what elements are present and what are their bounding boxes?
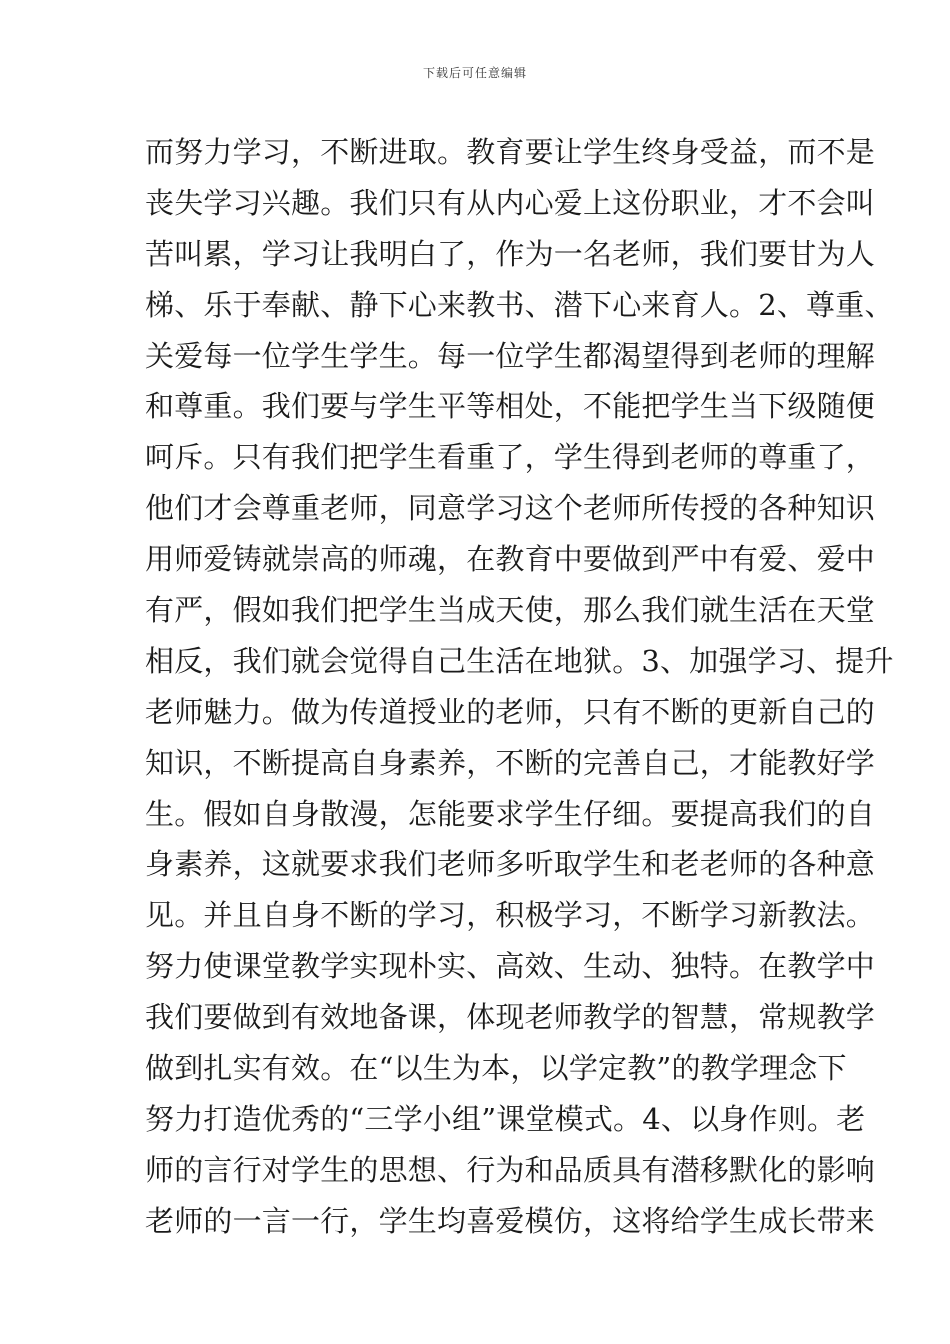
text-line: 和尊重。我们要与学生平等相处，不能把学生当下级随便 xyxy=(145,389,876,424)
text-line: 梯、乐于奉献、静下心来教书、潜下心来育人。2、尊重、 xyxy=(145,287,894,322)
text-line: 见。并且自身不断的学习，积极学习，不断学习新教法。 xyxy=(145,898,876,933)
text-line: 生。假如自身散漫，怎能要求学生仔细。要提高我们的自 xyxy=(145,796,876,831)
body-text xyxy=(145,127,894,1247)
text-line: 知识，不断提高自身素养，不断的完善自己，才能教好学 xyxy=(145,745,876,780)
text-line: 呵斥。只有我们把学生看重了，学生得到老师的尊重了， xyxy=(145,440,876,475)
text-line: 关爱每一位学生学生。每一位学生都渴望得到老师的理解 xyxy=(145,338,876,373)
text-line: 丧失学习兴趣。我们只有从内心爱上这份职业，才不会叫 xyxy=(145,185,876,220)
text-line: 师的言行对学生的思想、行为和品质具有潜移默化的影响 xyxy=(145,1152,876,1187)
text-line: 苦叫累，学习让我明白了，作为一名老师，我们要甘为人 xyxy=(145,236,876,271)
page-header: 下载后可任意编辑 xyxy=(422,66,527,80)
text-line: 努力打造优秀的“三学小组”课堂模式。4、以身作则。老 xyxy=(145,1101,866,1136)
text-line: 有严，假如我们把学生当成天使，那么我们就生活在天堂 xyxy=(145,593,876,628)
text-line: 用师爱铸就崇高的师魂，在教育中要做到严中有爱、爱中 xyxy=(145,542,876,577)
text-line: 努力使课堂教学实现朴实、高效、生动、独特。在教学中 xyxy=(145,949,876,984)
text-line: 身素养，这就要求我们老师多听取学生和老老师的各种意 xyxy=(145,847,876,882)
text-line: 我们要做到有效地备课，体现老师教学的智慧，常规教学 xyxy=(145,1000,876,1035)
text-line: 他们才会尊重老师，同意学习这个老师所传授的各种知识 xyxy=(145,491,876,526)
text-line: 而努力学习，不断进取。教育要让学生终身受益，而不是 xyxy=(145,135,876,169)
text-line: 做到扎实有效。在“以生为本，以学定教”的教学理念下 xyxy=(145,1051,847,1086)
text-line: 老师的一言一行，学生均喜爱模仿，这将给学生成长带来 xyxy=(145,1203,876,1238)
text-line: 老师魅力。做为传道授业的老师，只有不断的更新自己的 xyxy=(145,694,876,729)
text-line: 相反，我们就会觉得自己生活在地狱。3、加强学习、提升 xyxy=(145,643,894,678)
